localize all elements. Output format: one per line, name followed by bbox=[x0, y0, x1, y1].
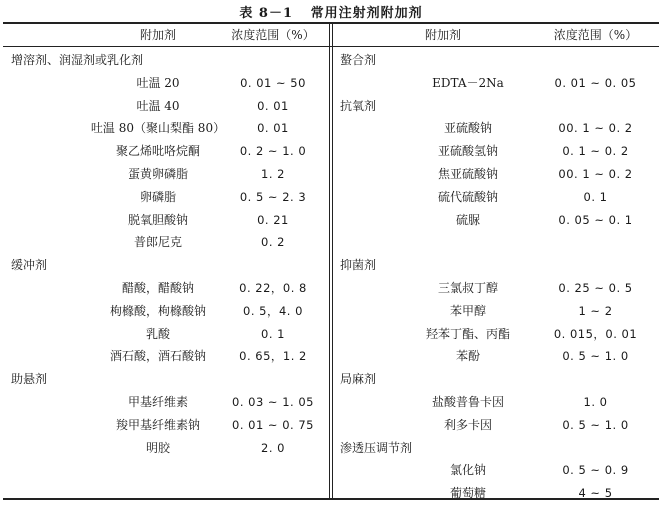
additive-name: 酒石酸，酒石酸钠 bbox=[109, 349, 206, 364]
category-label: 渗透压调节剂 bbox=[340, 440, 413, 455]
concentration-range: 0. 01 ~ 0. 05 bbox=[554, 75, 637, 90]
additive-name: 吐温 40 bbox=[136, 98, 180, 113]
additive-name: 普郎尼克 bbox=[133, 235, 182, 250]
additive-name: 亚硫酸氢钠 bbox=[437, 144, 498, 159]
concentration-range: 2. 0 bbox=[261, 440, 285, 455]
category-label: 增溶剂、润湿剂或乳化剂 bbox=[11, 53, 144, 67]
category-label: 螯合剂 bbox=[340, 53, 377, 67]
concentration-range: 0. 01 ~ 50 bbox=[240, 75, 306, 90]
concentration-range: 00. 1 ~ 0. 2 bbox=[558, 121, 633, 136]
category-label: 助悬剂 bbox=[11, 372, 48, 387]
table-number: 表 8－1 bbox=[239, 6, 294, 21]
concentration-range: 0. 2 bbox=[261, 235, 285, 250]
additive-name: 利多卡因 bbox=[443, 417, 492, 432]
concentration-range: 0. 5 ~ 1. 0 bbox=[562, 349, 629, 364]
category-label: 缓冲剂 bbox=[11, 258, 48, 273]
concentration-range: 0. 5 ~ 0. 9 bbox=[562, 463, 629, 478]
additive-name: 甲基纤维素 bbox=[127, 395, 188, 409]
additive-name: 苯甲醇 bbox=[449, 303, 486, 318]
additive-name: 三氯叔丁醇 bbox=[437, 281, 498, 295]
additive-name: 硫脲 bbox=[455, 212, 480, 227]
concentration-range: 0. 03 ~ 1. 05 bbox=[232, 395, 314, 409]
concentration-range: 0. 5 ~ 1. 0 bbox=[562, 417, 629, 432]
additive-name: 乳酸 bbox=[145, 326, 170, 341]
additive-name: 羧甲基纤维素钠 bbox=[115, 417, 200, 432]
concentration-range: 4 ~ 5 bbox=[578, 486, 613, 501]
concentration-range: 0. 21 bbox=[257, 212, 289, 227]
additive-name: 脱氧胆酸钠 bbox=[127, 212, 188, 227]
header-range-left: 浓度范围（%） bbox=[231, 28, 315, 42]
additive-name: 枸橼酸，枸橼酸钠 bbox=[109, 303, 206, 318]
category-label: 抗氧剂 bbox=[340, 98, 377, 113]
additive-name: 盐酸普鲁卡因 bbox=[431, 395, 504, 409]
concentration-range: 0. 1 ~ 0. 2 bbox=[562, 144, 629, 159]
concentration-range: 0. 22，0. 8 bbox=[239, 281, 307, 295]
concentration-range: 0. 65，1. 2 bbox=[239, 349, 307, 364]
concentration-range: 00. 1 ~ 0. 2 bbox=[558, 167, 633, 181]
category-label: 局麻剂 bbox=[340, 372, 377, 387]
additive-name: 苯酚 bbox=[455, 349, 480, 364]
concentration-range: 0. 1 bbox=[261, 326, 285, 341]
concentration-range: 0. 05 ~ 0. 1 bbox=[558, 212, 633, 227]
column-divider bbox=[329, 24, 333, 498]
concentration-range: 1 ~ 2 bbox=[578, 303, 613, 318]
additive-name: 羟苯丁酯、丙酯 bbox=[425, 326, 510, 341]
concentration-range: 0. 5 ~ 2. 3 bbox=[239, 189, 307, 204]
additive-name: 氯化钠 bbox=[449, 463, 486, 478]
additive-name: 吐温 80（聚山梨酯 80） bbox=[90, 121, 226, 136]
header-additive-right: 附加剂 bbox=[424, 28, 461, 42]
table-caption bbox=[0, 2, 662, 22]
concentration-range: 0. 01 ~ 0. 75 bbox=[232, 417, 314, 432]
additive-name: EDTA－2Na bbox=[432, 75, 504, 90]
header-range-right: 浓度范围（%） bbox=[553, 28, 638, 42]
additive-name: 焦亚硫酸钠 bbox=[437, 167, 498, 181]
concentration-range: 0. 01 bbox=[257, 98, 289, 113]
concentration-range: 0. 25 ~ 0. 5 bbox=[558, 281, 633, 295]
header-additive-left: 附加剂 bbox=[139, 28, 176, 42]
additive-name: 吐温 20 bbox=[136, 75, 180, 90]
category-label: 抑菌剂 bbox=[340, 258, 377, 273]
additive-name: 亚硫酸钠 bbox=[443, 121, 492, 136]
additive-name: 明胶 bbox=[145, 440, 170, 455]
additive-name: 葡萄糖 bbox=[449, 486, 486, 501]
concentration-range: 0. 01 bbox=[257, 121, 289, 136]
concentration-range: 0. 5，4. 0 bbox=[243, 303, 303, 318]
concentration-range: 0. 1 bbox=[583, 189, 608, 204]
concentration-range: 1. 0 bbox=[583, 395, 608, 409]
concentration-range: 0. 2 ~ 1. 0 bbox=[239, 144, 307, 159]
additive-name: 硫代硫酸钠 bbox=[437, 189, 498, 204]
concentration-range: 0. 015，0. 01 bbox=[553, 326, 638, 341]
additive-name: 聚乙烯吡咯烷酮 bbox=[115, 144, 200, 159]
additive-name: 醋酸，醋酸钠 bbox=[121, 281, 194, 295]
additive-name: 蛋黄卵磷脂 bbox=[127, 167, 188, 181]
table-title: 常用注射剂附加剂 bbox=[310, 6, 423, 21]
concentration-range: 1. 2 bbox=[261, 167, 285, 181]
additive-name: 卵磷脂 bbox=[139, 189, 176, 204]
